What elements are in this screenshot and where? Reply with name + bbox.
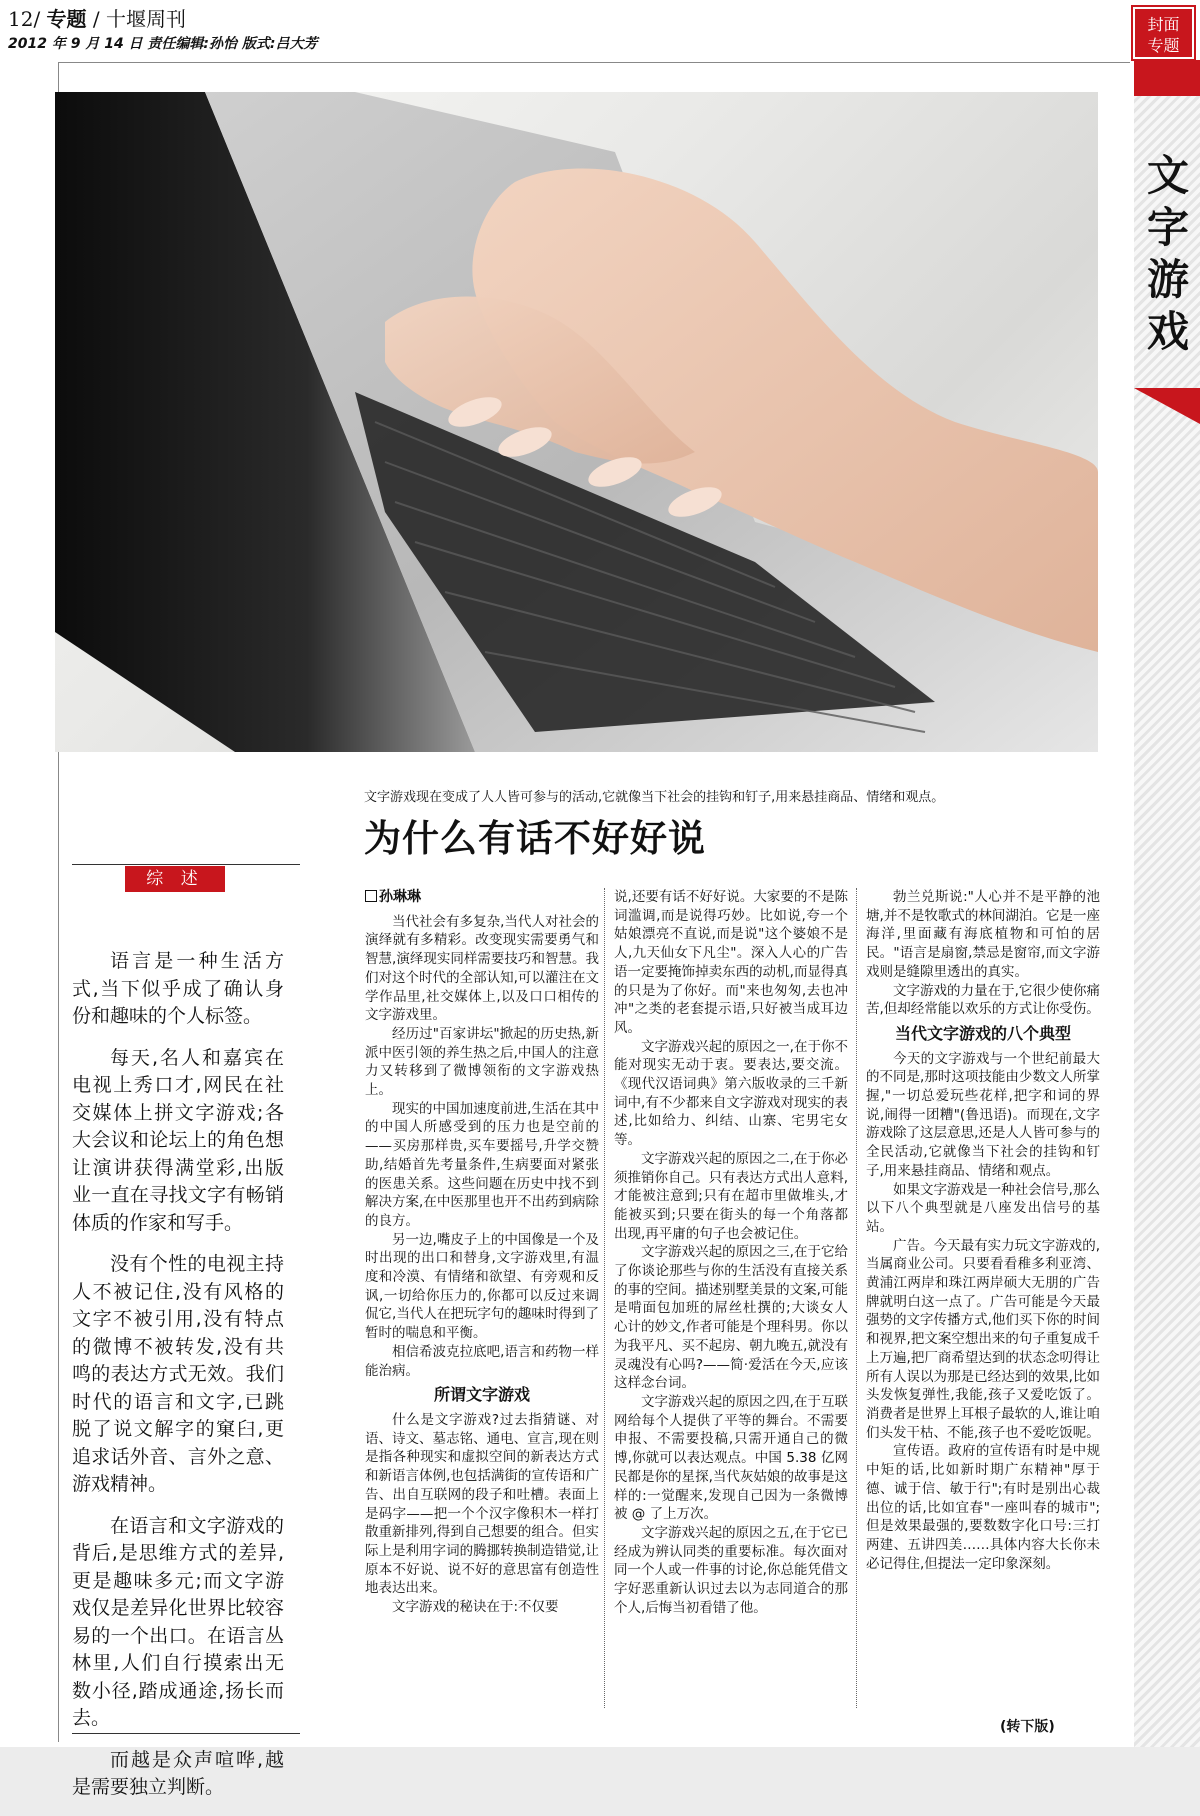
cover-feature-tag (1133, 7, 1194, 59)
body-paragraph: 文字游戏兴起的原因之二,在于你必须推销你自己。只有表达方式出人意料,才能被注意到;只有在超市里做堆头,才能被买到;只要在街头的每一个角落都出现,再平庸的句子也会被记住。 (614, 1150, 848, 1242)
subheading: 所谓文字游戏 (433, 1385, 530, 1405)
summary-paragraph: 而越是众声喧哗,越是需要独立判断。 (72, 1748, 284, 1798)
side-title (1140, 150, 1196, 358)
body-column-3 (866, 888, 1100, 1573)
body-paragraph: 相信希波克拉底吧,语言和药物一样能治病。 (365, 1343, 599, 1379)
body-paragraph: 现实的中国加速度前进,生活在其中的中国人所感受到的压力也是空前的——买房那样贵,买车要摇号,升学交赞助,结婚首先考量条件,生病要面对紧张的医患关系。这些问题在历史中找不到解决方案,在中医那里也开不出药到病除的良方。 (365, 1100, 599, 1229)
body-paragraph: 文字游戏兴起的原因之五,在于它已经成为辨认同类的重要标准。每次面对同一个人或一件事的讨论,你总能凭借文字好恶重新认识过去以为志同道合的那个人,后悔当初看错了他。 (614, 1524, 848, 1616)
body-paragraph: 今天的文字游戏与一个世纪前最大的不同是,那时这项技能由少数文人所掌握,"一切总爱玩些花样,把字和词的界说,闹得一团糟"(鲁迅语)。而现在,文字游戏除了这层意思,还是人人皆可参与的全民活动,它就像当下社会的挂钩和钉子,用来悬挂商品、情绪和观点。 (866, 1050, 1100, 1179)
header-rule (58, 62, 1130, 63)
body-paragraph: 文字游戏的力量在于,它很少使你痛苦,但却经常能以欢乐的方式让你受伤。 (866, 982, 1100, 1018)
summary-paragraph: 没有个性的电视主持人不被记住,没有风格的文字不被引用,没有特点的微博不被转发,没有共鸣的表达方式无效。我们时代的语言和文字,已跳脱了说文解字的窠臼,更追求话外音、言外之意、游戏精神。 (72, 1253, 284, 1495)
headline: 为什么有话不好好说 (364, 816, 706, 860)
page-number: 12/ (8, 7, 41, 31)
summary-top-rule (72, 864, 300, 865)
body-column-1 (365, 888, 599, 1617)
summary-tag: 综 述 (125, 866, 225, 892)
body-paragraph: 文字游戏兴起的原因之一,在于你不能对现实无动于衷。要表达,要交流。《现代汉语词典》第六版收录的三千新词中,有不少都来自文字游戏对现实的表述,比如给力、纠结、山寨、宅男宅女等。 (614, 1038, 848, 1149)
body-paragraph: 勃兰兑斯说:"人心并不是平静的池塘,并不是牧歌式的林间湖泊。它是一座海洋,里面藏有海底植物和可怕的居民。"语言是扇窗,禁忌是窗帘,而文字游戏则是缝隙里透出的真实。 (866, 889, 1100, 980)
page-header (8, 6, 1128, 54)
body-paragraph: 宣传语。政府的宣传语有时是中规中矩的话,比如新时期广东精神"厚于德、诚于信、敏于行";有时是别出心裁出位的话,比如宜春"一座叫春的城市";但是效果最强的,要数数字化口号:三打两建、五讲四美……具体内容大长你未必记得住,但提法一定印象深刻。 (866, 1443, 1100, 1572)
body-paragraph: 什么是文字游戏?过去指猜谜、对语、诗文、墓志铭、通电、宣言,现在则是指各种现实和虚拟空间的新表达方式和新语言体例,也包括满街的宣传语和广告、出自互联网的段子和吐槽。表面上是码字——把一个个汉字像积木一样打散重新排列,得到自己想要的组合。但实际上是利用字词的腾挪转换制造错觉,让原本不好说、说不好的意思富有创造性地表达出来。 (365, 1411, 599, 1597)
body-column-2 (614, 888, 848, 1617)
byline-box-icon (365, 890, 377, 902)
section-name: 专题 (46, 7, 87, 31)
byline (365, 888, 599, 907)
page-folio (8, 6, 186, 32)
body-paragraph: 当代社会有多复杂,当代人对社会的演绎就有多精彩。改变现实需要勇气和智慧,演绎现实同样需要技巧和智慧。我们对这个时代的全部认知,可以灌注在文学作品里,社交媒体上,以及口口相传的文字游戏里。 (365, 913, 599, 1024)
side-title-text: 文字游戏 (1146, 151, 1189, 356)
body-paragraph: 文字游戏兴起的原因之三,在于它给了你谈论那些与你的生活没有直接关系的事的空间。描述别墅美景的文案,可能是啃面包加班的屌丝杜撰的;大谈女人心计的妙文,作者可能是个理科男。你以为我平凡、买不起房、朝九晚五,就没有灵魂没有心吗?——简·爱活在今天,应该这样念台词。 (614, 1244, 848, 1392)
body-paragraph: 广告。今天最有实力玩文字游戏的,当属商业公司。只要看看稚多利亚湾、黄浦江两岸和珠江两岸硕大无朋的广告牌就明白这一点了。广告可能是今天最强势的文字传播方式,他们买下你的时间和视界,把文案空想出来的句子重复成千上万遍,把厂商希望达到的状态念叨得让所有人误以为那是已经达到的效果,比如头发恢复弹性,我能,孩子又爱吃饭了。消费者是世界上耳根子最软的人,谁让咱们头发干枯、不能,孩子也不爱吃饭呢。 (866, 1237, 1100, 1441)
side-red-tab (1134, 60, 1200, 96)
body-paragraph: 如果文字游戏是一种社会信号,那么以下八个典型就是八座发出信号的基站。 (866, 1181, 1100, 1235)
publication-name: 十堰周刊 (106, 7, 187, 31)
column-separator (856, 888, 857, 1708)
body-paragraph: 另一边,嘴皮子上的中国像是一个及时出现的出口和替身,文字游戏里,有温度和冷漠、有情绪和欲望、有旁观和反讽,一切给你压力的,你都可以反过来调侃它,当代人在把玩字句的趣味时得到了暂时的喘息和平衡。 (365, 1231, 599, 1342)
laptop-typing-illustration (55, 92, 1098, 752)
summary-paragraph: 每天,名人和嘉宾在电视上秀口才,网民在社交媒体上拼文字游戏;各大会议和论坛上的角色想让演讲获得满堂彩,出版业一直在寻找文字有畅销体质的作家和写手。 (72, 1046, 284, 1234)
summary-paragraph: 在语言和文字游戏的背后,是思维方式的差异,更是趣味多元;而文字游戏仅是差异化世界比较容易的一个出口。在语言丛林里,人们自行摸索出无数小径,踏成通途,扬长而去。 (72, 1514, 284, 1729)
dateline: 2012 年 9 月 14 日 责任编辑:孙怡 版式:吕大芳 (8, 36, 318, 52)
deck-subtitle: 文字游戏现在变成了人人皆可参与的活动,它就像当下社会的挂钩和钉子,用来悬挂商品、情绪和观点。 (364, 790, 945, 805)
body-paragraph: 经历过"百家讲坛"掀起的历史热,新派中医引领的养生热之后,中国人的注意力又转移到了微博领衔的文字游戏热上。 (365, 1025, 599, 1099)
cover-tag-text: 封面专题 (1147, 15, 1180, 55)
summary-bottom-rule (72, 1733, 300, 1734)
continued-note: (转下版) (1000, 1719, 1055, 1735)
subheading: 当代文字游戏的八个典型 (894, 1023, 1071, 1043)
byline-author: 孙琳琳 (379, 889, 421, 905)
laptop-typing-photo (55, 92, 1098, 752)
folio-separator: / (92, 7, 100, 31)
summary-paragraph: 语言是一种生活方式,当下似乎成了确认身份和趣味的个人标签。 (72, 950, 284, 1027)
summary-column (72, 948, 284, 1816)
column-separator (604, 888, 605, 1708)
body-paragraph: 文字游戏的秘诀在于:不仅要 (392, 1599, 559, 1616)
body-paragraph: 文字游戏兴起的原因之四,在于互联网给每个人提供了平等的舞台。不需要申报、不需要投稿,只需开通自己的微博,你就可以表达观点。中国 5.38 亿网民都是你的星探,当代灰姑娘的故事是这样的:一觉醒来,发现自己因为一条微博被 @ 了上万次。 (614, 1393, 848, 1523)
body-paragraph: 说,还要有话不好好说。大家要的不是陈词滥调,而是说得巧妙。比如说,夸一个姑娘漂亮不直说,而是说"这个婆娘不是人,九天仙女下凡尘"。深入人心的广告语一定要掩饰掉卖东西的动机,而显得真的只是为了你好。而"来也匆匆,去也冲冲"之类的老套提示语,只好被当成耳边风。 (614, 889, 848, 1036)
